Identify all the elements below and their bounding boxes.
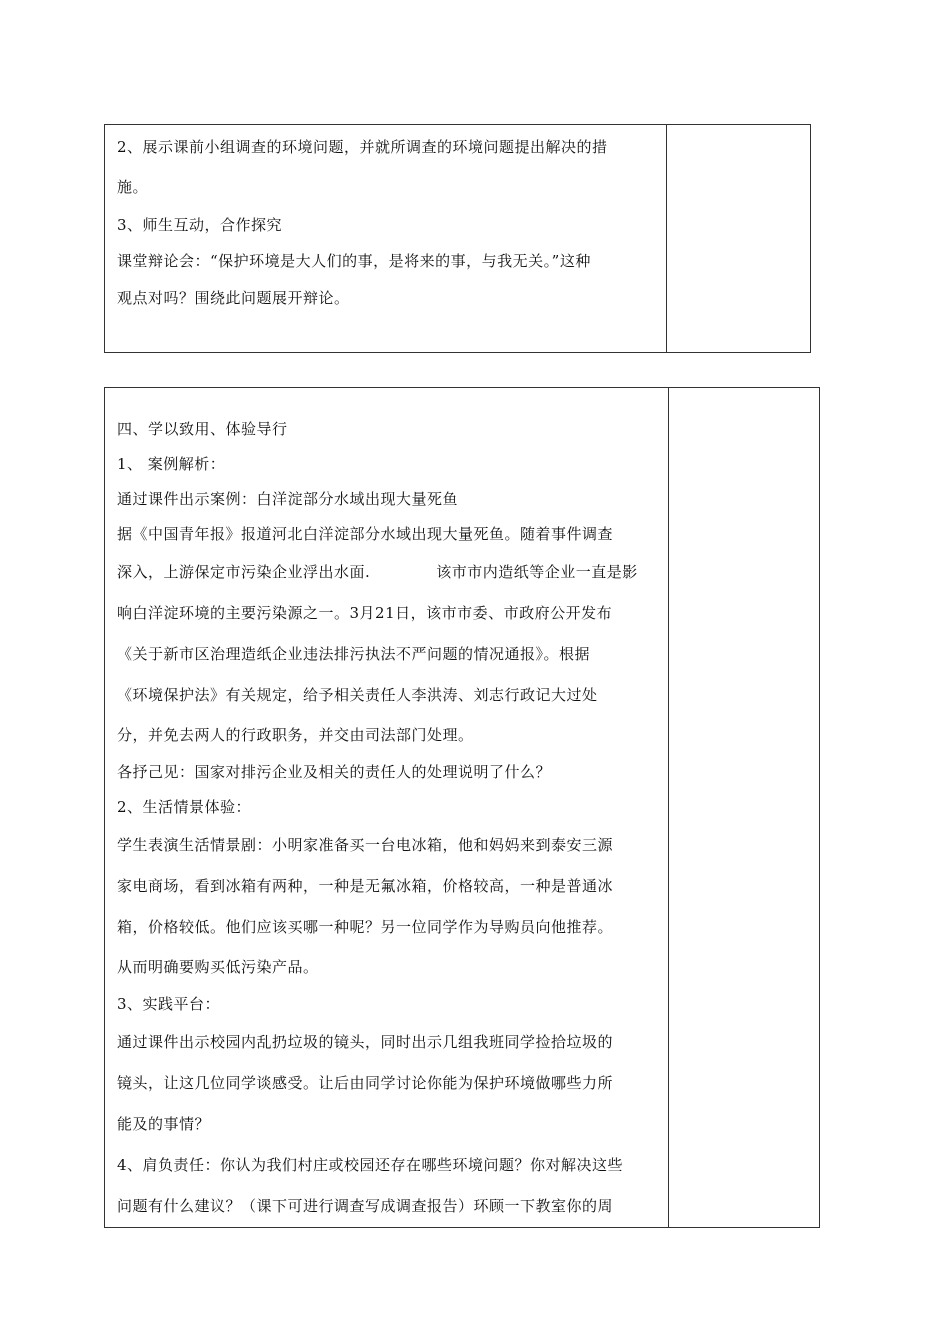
text-line: 分，并免去两人的行政职务，并交由司法部门处理。 [117, 726, 474, 744]
subsection-title: 3、实践平台： [117, 995, 221, 1013]
text-line: 据《中国青年报》报道河北白洋淀部分水域出现大量死鱼。随着事件调查 [117, 525, 614, 543]
text-line: 从而明确要购买低污染产品。 [117, 958, 319, 976]
subsection-title: 1、 案例解析： [117, 455, 226, 473]
text-line: 施。 [117, 178, 149, 196]
text-line: 响白洋淀环境的主要污染源之一。3月21日，该市市委、市政府公开发布 [117, 604, 613, 622]
section-heading: 四、学以致用、体验导行 [117, 420, 288, 438]
text-line: 通过课件出示校园内乱扔垃圾的镜头，同时出示几组我班同学捡拾垃圾的 [117, 1033, 614, 1051]
text-line: 通过课件出示案例：白洋淀部分水域出现大量死鱼 [117, 490, 459, 508]
text-line: 能及的事情？ [117, 1115, 211, 1133]
text-line: 家电商场，看到冰箱有两种，一种是无氟冰箱，价格较高，一种是普通冰 [117, 877, 614, 895]
text-line: 深入，上游保定市污染企业浮出水面. 该市市内造纸等企业一直是影 [117, 563, 638, 581]
content-cell [105, 125, 667, 353]
text-line: 3、师生互动，合作探究 [117, 216, 283, 234]
text-line: 问题有什么建议？（课下可进行调查写成调查报告）环顾一下教室你的周 [117, 1197, 614, 1215]
text-line: 4、肩负责任：你认为我们村庄或校园还存在哪些环境问题？你对解决这些 [117, 1156, 624, 1174]
text-line: 《环境保护法》有关规定，给予相关责任人李洪涛、刘志行政记大过处 [117, 686, 598, 704]
text-line: 2、展示课前小组调查的环境问题，并就所调查的环境问题提出解决的措 [117, 138, 608, 156]
text-line: 箱，价格较低。他们应该买哪一种呢？另一位同学作为导购员向他推荐。 [117, 918, 614, 936]
text-line: 学生表演生活情景剧：小明家准备买一台电冰箱，他和妈妈来到泰安三源 [117, 836, 614, 854]
text-line: 《关于新市区治理造纸企业违法排污执法不严问题的情况通报》。根据 [117, 645, 591, 663]
notes-cell [667, 125, 811, 353]
text-line: 镜头，让这几位同学谈感受。让后由同学讨论你能为保护环境做哪些力所 [117, 1074, 614, 1092]
subsection-title: 2、生活情景体验： [117, 798, 252, 816]
text-line: 各抒己见：国家对排污企业及相关的责任人的处理说明了什么？ [117, 763, 552, 781]
lesson-table-top [104, 124, 811, 353]
lesson-table-bottom [104, 387, 820, 1228]
content-cell [105, 388, 669, 1228]
notes-cell [669, 388, 820, 1228]
text-line: 课堂辩论会：“保护环境是大人们的事，是将来的事，与我无关。”这种 [117, 252, 591, 270]
text-line: 观点对吗？围绕此问题展开辩论。 [117, 289, 350, 307]
